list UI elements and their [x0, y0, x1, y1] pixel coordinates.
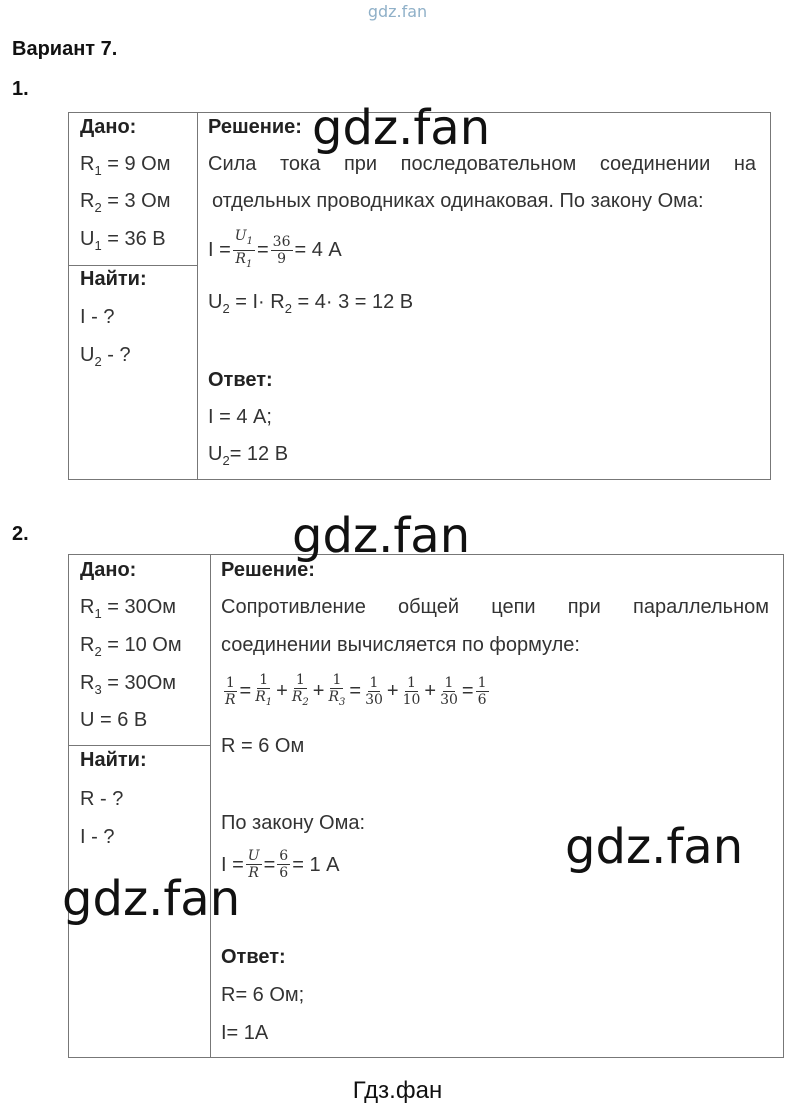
p1-answer-current: I = 4 А;: [208, 406, 272, 428]
p2-frac-1-10: $\frac{1}{10}$: [402, 674, 421, 708]
problem-2-table: [68, 554, 784, 1058]
p2-frac-1-6: $\frac{1}{6}$: [477, 674, 487, 708]
p1-solution-text-2: отдельных проводниках одинаковая. По закону Ома:: [212, 190, 704, 212]
p2-answer-resistance: R= 6 Ом;: [221, 984, 305, 1006]
p2-frac-1-30a: $\frac{1}{30}$: [365, 674, 383, 708]
problem-2-divider: [210, 554, 211, 1058]
p1-solution-text-1: Сила тока при последовательном соединении на: [208, 153, 756, 175]
p2-r-result: R = 6 Ом: [221, 735, 305, 757]
p1-answer-voltage: $U_2= 12$ В: [208, 443, 289, 468]
p2-find-label: Найти:: [80, 749, 147, 771]
footer-site-name: Гдз.фан: [352, 1077, 443, 1104]
p2-given-r3: $R_3 = 30Ом$: [80, 672, 177, 697]
p2-given-r2: $R_2 = 10$ Ом: [80, 634, 182, 659]
problem-2-given-find-divider: [68, 745, 210, 746]
problem-1-divider: [197, 112, 198, 480]
problem-1-given-find-divider: [68, 265, 197, 266]
p1-find-i: I - ?: [80, 306, 115, 328]
watermark-2: gdz.fan: [292, 508, 471, 564]
p1-given-r1: $R_1 = 9$ Ом: [80, 153, 171, 178]
p2-solution-text-2: соединении вычисляется по формуле:: [221, 634, 580, 656]
p2-frac-1-30b: $\frac{1}{30}$: [440, 674, 458, 708]
p2-solution-label: Решение:: [221, 559, 315, 581]
problem-1-number: 1.: [12, 78, 29, 100]
p2-frac-1-r1: $\frac{1}{R_1}$: [255, 672, 273, 708]
p1-fraction-u1-r1: $\frac{U_1}{R_1}$: [234, 228, 253, 270]
p2-frac-1-r2: $\frac{1}{R_2}$: [291, 672, 309, 708]
p1-answer-label: Ответ:: [208, 369, 273, 391]
p2-solution-text-1: Сопротивление общей цепи при параллельном: [221, 596, 769, 618]
p2-find-i: I - ?: [80, 826, 115, 848]
p1-given-u1: $U_1 = 36$ В: [80, 228, 166, 253]
p2-given-u: U = 6 В: [80, 709, 148, 731]
p2-answer-current: I= 1А: [221, 1022, 269, 1044]
p1-find-label: Найти:: [80, 268, 147, 290]
p2-fraction-6-6: $\frac{6}{6}$: [279, 848, 289, 881]
watermark-4: gdz.fan: [62, 871, 241, 927]
p1-find-u2: $U_2$ - ?: [80, 344, 131, 369]
p1-solution-label: Решение:: [208, 116, 302, 138]
p2-given-r1: $R_1 = 30Ом$: [80, 596, 177, 621]
watermark-3: gdz.fan: [565, 819, 744, 875]
problem-2-number: 2.: [12, 523, 29, 545]
p1-given-r2: $R_2 = 3$ Ом: [80, 190, 171, 215]
p2-given-label: Дано:: [80, 559, 137, 581]
p1-given-label: Дано:: [80, 116, 137, 138]
p2-frac-1-r: $\frac{1}{R}$: [225, 674, 236, 708]
p1-formula-voltage: $U_2 = I\cdot R_2 = 4\cdot 3 = 12$ В: [208, 291, 414, 316]
variant-heading: Вариант 7.: [12, 38, 118, 60]
p2-answer-label: Ответ:: [221, 946, 286, 968]
p2-find-r: R - ?: [80, 788, 124, 810]
p2-formula-current: I = $\frac{U}{R}$ = $\frac{6}{6}$ = 1 А: [221, 848, 340, 881]
watermark-1: gdz.fan: [312, 100, 491, 156]
p2-formula-parallel: $\frac{1}{R}$ = $\frac{1}{R_1}$ + $\frac{1}{R_2}$ + $\frac{1}{R_3}$ = $\frac{1}{30}$ + $\frac{1}{10}$ + $\frac{1}{30}$ = $\frac{1}{6}$: [221, 672, 491, 711]
p2-frac-1-r3: $\frac{1}{R_3}$: [328, 672, 346, 708]
p1-fraction-36-9: $\frac{36}{9}$: [272, 233, 291, 267]
p1-formula-current: I = $\frac{U_1}{R_1}$ = $\frac{36}{9}$ = 4 А: [208, 228, 342, 273]
p2-fraction-u-r: $\frac{U}{R}$: [247, 848, 260, 881]
top-watermark: gdz.fan: [367, 2, 428, 21]
p2-ohm-law-label: По закону Ома:: [221, 812, 366, 834]
